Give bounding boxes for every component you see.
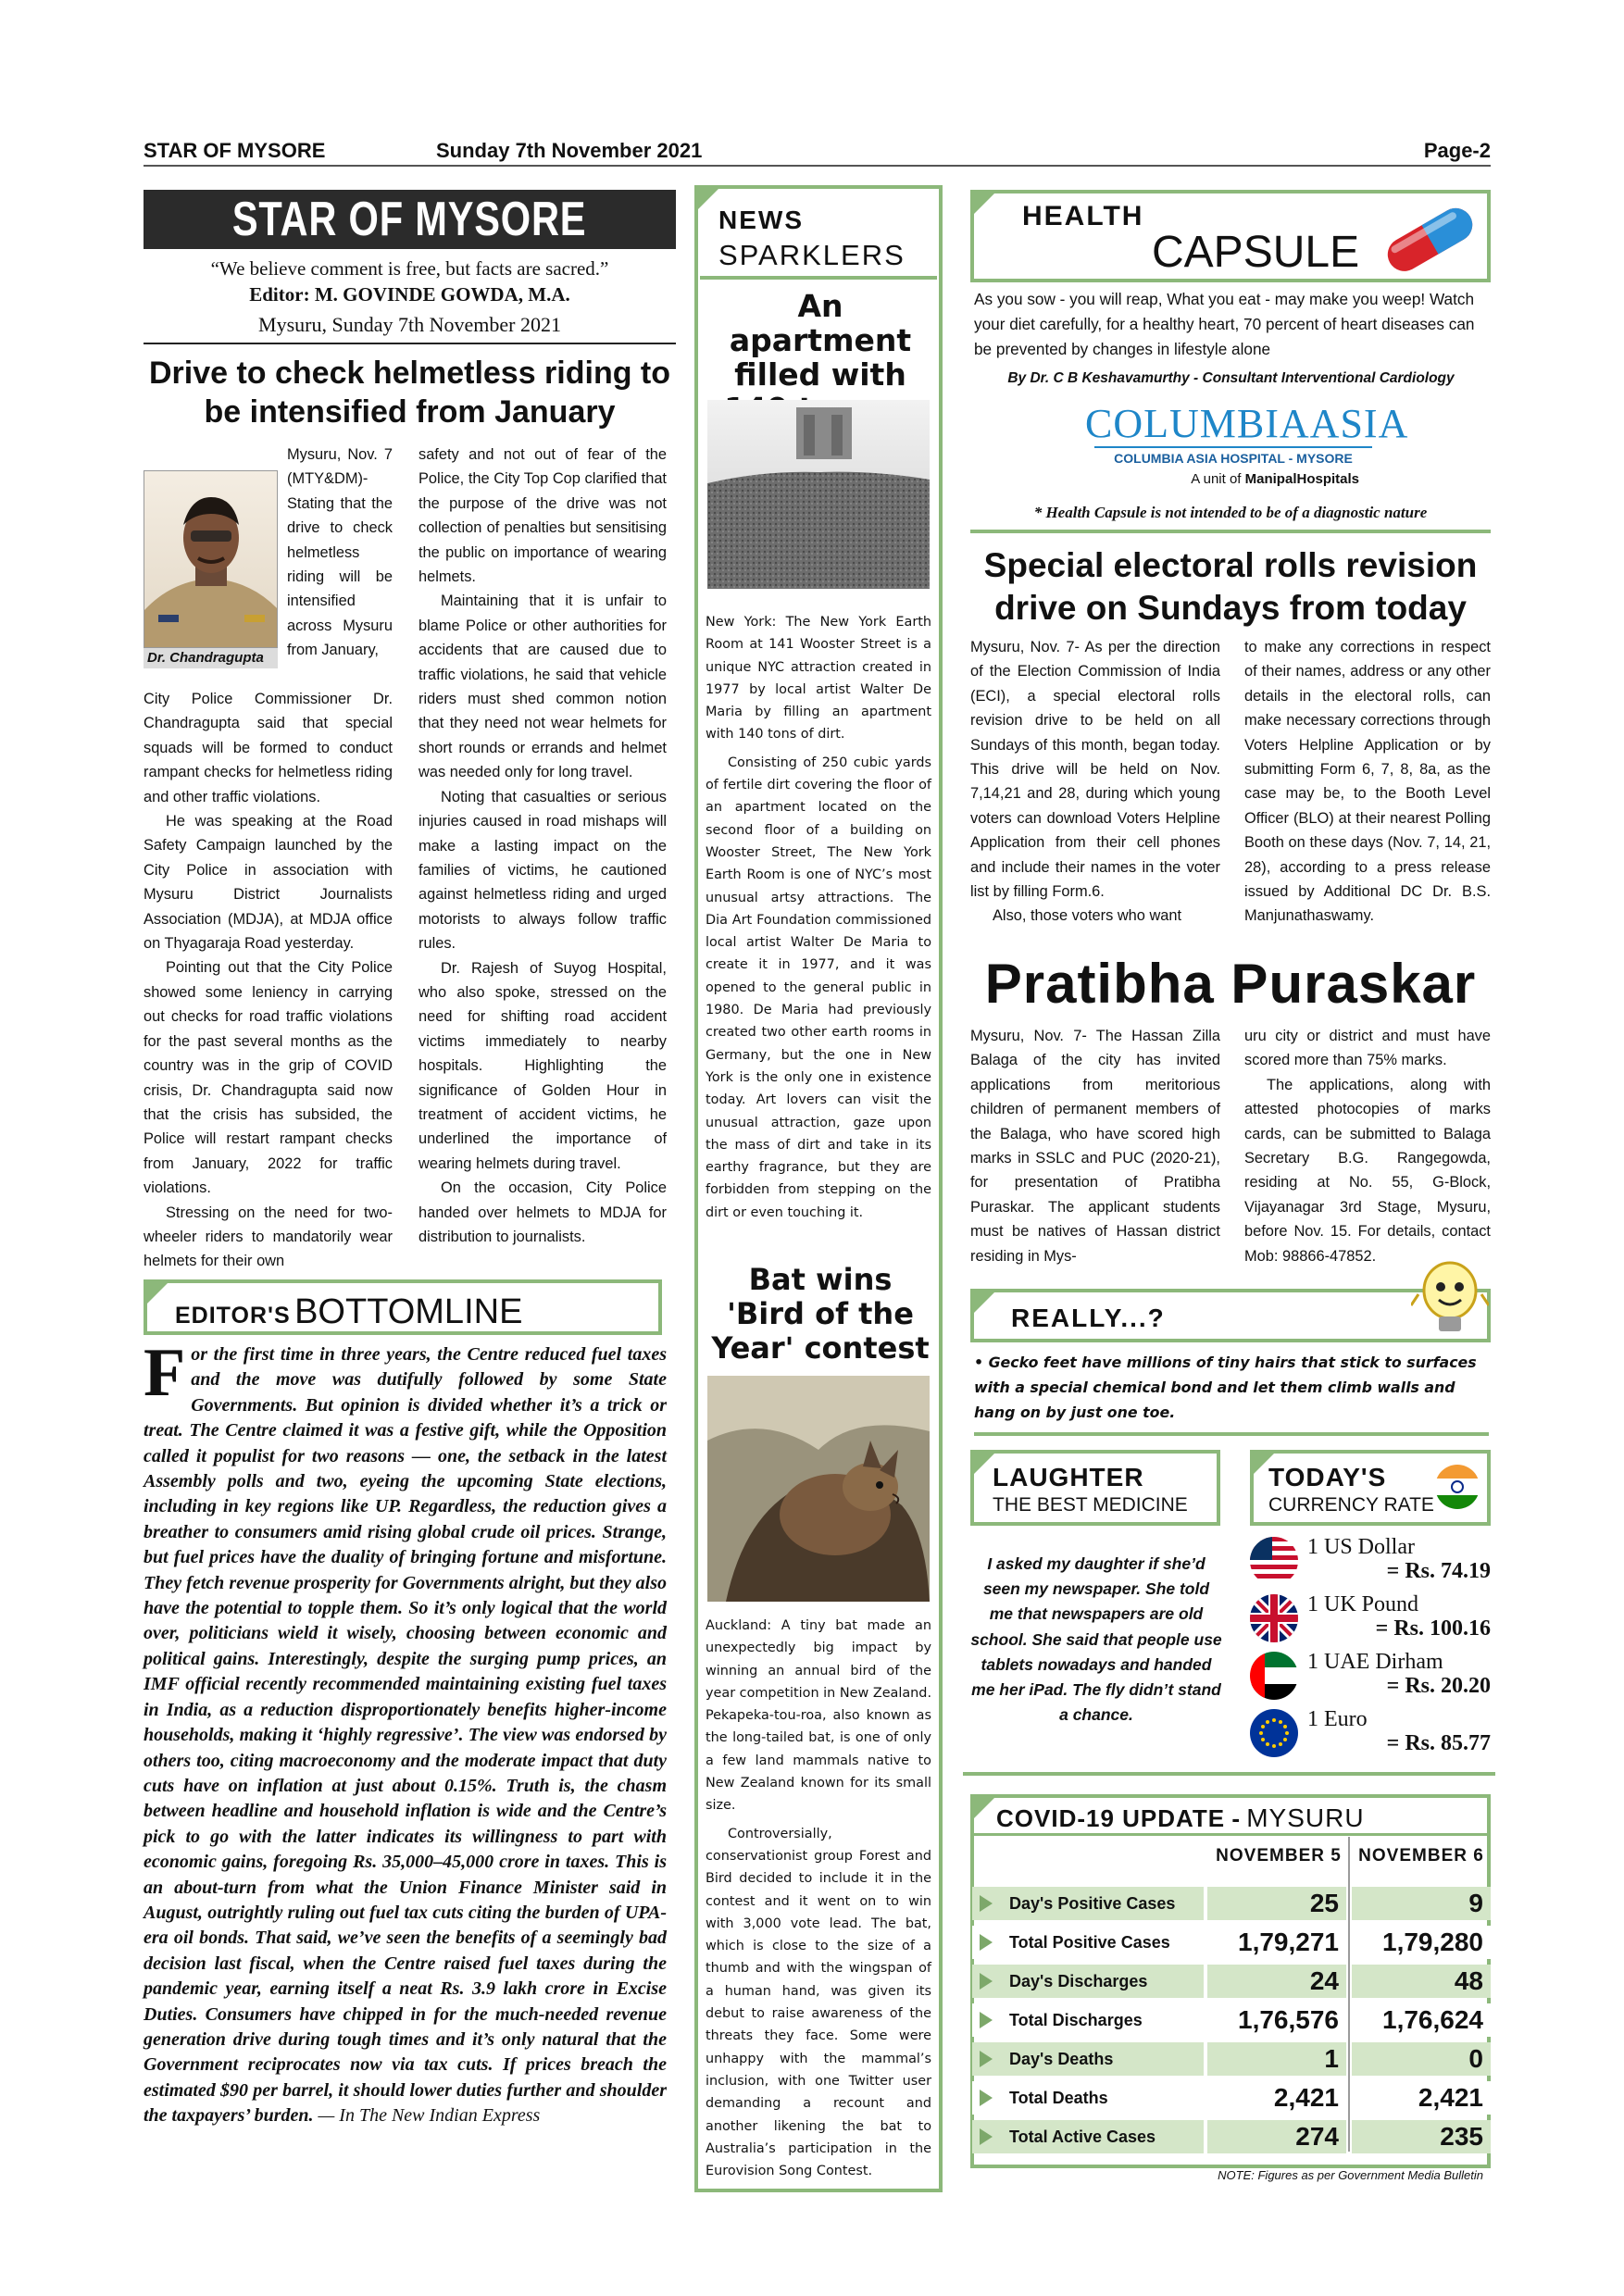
covid-row xyxy=(972,2118,1491,2157)
masthead-dateline: Mysuru, Sunday 7th November 2021 xyxy=(144,313,676,344)
helmet-col2 xyxy=(418,443,667,1249)
covid-label-bold: COVID-19 UPDATE xyxy=(996,1804,1226,1832)
health-byline: By Dr. C B Keshavamurthy - Consultant Interventional Cardiology xyxy=(1007,370,1455,386)
label-health: HEALTH xyxy=(1022,201,1144,231)
currency-name: 1 UAE Dirham xyxy=(1307,1650,1443,1674)
covid-row xyxy=(972,1963,1491,2002)
corner-triangle xyxy=(974,1798,994,1818)
label-best-medicine: THE BEST MEDICINE xyxy=(993,1494,1188,1516)
earth-room-photo xyxy=(707,400,930,589)
running-header xyxy=(144,139,1491,167)
covid-row xyxy=(972,2079,1491,2118)
really-label: REALLY...? xyxy=(1011,1304,1166,1332)
commissioner-photo xyxy=(144,470,278,648)
helmet-paragraph: He was speaking at the Road Safety Campaign launched by the City Police in association with Mysuru District Journalists Association (MDJA), at MDJA office on Thyagaraja Road yesterday. xyxy=(144,813,393,953)
helmet-paragraph: Noting that casualties or serious injuries caused in road mishaps will make a lasting impact on the families of victims, he cautioned against helmetless riding and urged motorists to always follow traffic rules. xyxy=(418,788,667,953)
logo-main: COLUMBIAASIA xyxy=(1085,401,1409,446)
helmet-paragraph: City Police Commissioner Dr. Chandragupta said that special squads will be formed to conduct rampant checks for helmetless riding and other traffic violations. xyxy=(144,691,393,805)
label-currency-rate: CURRENCY RATE xyxy=(1268,1494,1434,1516)
currency-row-gbp xyxy=(1250,1592,1491,1648)
electoral-paragraph: Mysuru, Nov. 7- As per the direction of the Election Commission of India (ECI), a special electoral rolls revision drive to be held on all Sundays of this month, began today. This drive will be held on Nov. 7,14,21 and 28, during which young voters can download Voters Helpline Application from their cell phones and include their names in the voter list by filling Form.6. xyxy=(970,639,1220,901)
logo-unit-brand: ManipalHospitals xyxy=(1244,471,1359,487)
helmet-paragraph: safety and not out of fear of the Police, the City Top Cop clarified that the purpose of the drive was not collection of penalties but sensitising the public on importance of wearing helmets. xyxy=(418,446,667,586)
covid-value-nov5: 2,421 xyxy=(1207,2081,1346,2115)
helmet-col1-intro xyxy=(287,443,393,663)
label-todays: TODAY'S xyxy=(1268,1463,1387,1491)
health-capsule-box xyxy=(970,190,1491,282)
pratibha-paragraph: The applications, along with attested photocopies of marks cards, can be submitted to Balaga Secretary B.G. Rangegowda, residing at No. 55, G-Block, Vijayanagar 3rd Stage, Mysuru, before Nov. 15. For details, contact Mob: 98866-47852. xyxy=(1244,1076,1491,1265)
pratibha-col2 xyxy=(1244,1024,1491,1268)
helmet-paragraph: Dr. Rajesh of Suyog Hospital, who also spoke, stressed on the need for shifting road accident victims immediately to nearby hospitals. Highlighting the significance of Golden Hour in treatment of accident victims, he underlined the importance of wearing helmets during travel. xyxy=(418,959,667,1172)
currency-value: = Rs. 74.19 xyxy=(1386,1559,1491,1583)
bat-headline: Bat wins 'Bird of the Year' contest xyxy=(711,1262,930,1366)
editorial-body xyxy=(144,1335,667,2129)
editorial-label-bold: EDITOR'S xyxy=(175,1303,291,1329)
laughter-joke: I asked my daughter if she’d seen my newspaper. She told me that newspapers are old school. She said that people use tablets nowadays and handed me her iPad. The fly didn’t stand a chance. xyxy=(970,1554,1222,1725)
header-date: Sunday 7th November 2021 xyxy=(436,139,703,162)
pratibha-paragraph: uru city or district and must have scored more than 75% marks. xyxy=(1244,1028,1491,1069)
covid-value-nov5: 1,79,271 xyxy=(1207,1926,1346,1959)
helmet-paragraph: Pointing out that the City Police showed some leniency in carrying out checks for road traffic violations for the past several months as the country was in the grip of COVID crisis, Dr. Chandragupta said now that the crisis has subsided, the Police will restart rampant checks from January, 2022 for traffic violations. xyxy=(144,959,393,1197)
lightbulb-icon xyxy=(1411,1257,1489,1341)
currency-value: = Rs. 100.16 xyxy=(1375,1616,1491,1641)
helmet-intro-paragraph: Mysuru, Nov. 7 (MTY&DM)- Stating that the drive to check helmetless riding will be intensified across Mysuru from January, xyxy=(287,446,393,659)
earth-room-paragraph: Consisting of 250 cubic yards of fertile dirt covering the floor of an apartment located on the second floor of a building on Wooster Street, The New York Earth Room is one of NYC’s most unusual artsy attractions. The Dia Art Foundation commissioned local artist Walter De Maria to create it in 1977, and it was opened to the general public in 1980. De Maria had previously created two other earth rooms in Germany, but the one in New York is the only one in existence today. Art lovers can visit the unusual attraction, gaze upon the mass of dirt and take in its earthy fragrance, but they are forbidden from stepping on the dirt or even touching it. xyxy=(706,755,931,1220)
label-capsule: CAPSULE xyxy=(1152,228,1360,277)
covid-value-nov5: 1 xyxy=(1207,2042,1346,2076)
covid-row xyxy=(972,2002,1491,2040)
earth-room-story xyxy=(706,611,931,1224)
covid-row-label: Day's Discharges xyxy=(1009,1972,1148,1990)
currency-row-aed xyxy=(1250,1650,1491,1705)
label-news: NEWS xyxy=(718,206,804,234)
laughter-label-box xyxy=(970,1450,1220,1526)
editorial-label-rest: BOTTOMLINE xyxy=(294,1292,523,1331)
electoral-col2 xyxy=(1244,635,1491,929)
uae-flag-icon xyxy=(1250,1652,1298,1700)
covid-value-nov6: 0 xyxy=(1352,2042,1491,2076)
masthead-editor: Editor: M. GOVINDE GOWDA, M.A. xyxy=(249,283,570,306)
helmet-col1-rest xyxy=(144,687,393,1274)
row-arrow-icon xyxy=(980,1895,993,1912)
currency-value: = Rs. 20.20 xyxy=(1386,1674,1491,1698)
helmet-headline: Drive to check helmetless riding to be intensified from January xyxy=(148,356,671,430)
uk-flag-icon xyxy=(1250,1594,1298,1642)
currency-name: 1 US Dollar xyxy=(1307,1535,1415,1559)
health-text: As you sow - you will reap, What you eat - may make you weep! Watch your diet carefully, for a healthy heart, 70 percent of heart diseases can be prevented by changes in lifestyle alone xyxy=(974,290,1475,358)
header-page-number: Page-2 xyxy=(1423,139,1491,162)
covid-header-rule xyxy=(974,1833,1487,1836)
covid-value-nov5: 25 xyxy=(1207,1887,1346,1920)
corner-triangle xyxy=(974,1292,994,1313)
pratibha-paragraph: Mysuru, Nov. 7- The Hassan Zilla Balaga of the city has invited applications from meritorious children of permanent members of the Balaga, who have scored high marks in SSLC and PUC (2020-21), for presentation of Pratibha Puraskar. The applicant students must be natives of Hassan district residing in Mys- xyxy=(970,1028,1220,1265)
row-arrow-icon xyxy=(980,1973,993,1990)
covid-row xyxy=(972,1924,1491,1963)
covid-row-label: Day's Deaths xyxy=(1009,2050,1114,2068)
currency-name: 1 UK Pound xyxy=(1307,1592,1419,1616)
covid-row-label: Total Discharges xyxy=(1009,2011,1143,2029)
electoral-headline: Special electoral rolls revision drive on Sundays from today xyxy=(983,546,1478,627)
covid-row-label: Day's Positive Cases xyxy=(1009,1894,1176,1913)
currency-label-box xyxy=(1250,1450,1491,1526)
police-officer-portrait xyxy=(144,471,278,648)
electoral-paragraph: Also, those voters who want xyxy=(993,907,1182,925)
covid-value-nov6: 235 xyxy=(1352,2120,1491,2153)
bat-paragraph: Auckland: A tiny bat made an unexpectedly big impact by winning an annual bird of the year competition in New Zealand. Pekapeka-tou-roa, also known as the long-tailed bat, is one of only a few land mammals native to New Zealand known for its small size. xyxy=(706,1618,932,1814)
covid-row-label: Total Positive Cases xyxy=(1009,1933,1170,1952)
covid-value-nov6: 1,76,624 xyxy=(1352,2003,1491,2037)
row-arrow-icon xyxy=(980,2128,993,2145)
editorial-credit: — In The New Indian Express xyxy=(313,2105,541,2127)
currency-row-usd xyxy=(1250,1535,1491,1591)
logo-unit-prefix: A unit of xyxy=(1191,471,1245,487)
currency-divider xyxy=(963,1772,1495,1776)
earth-room-paragraph: New York: The New York Earth Room at 141 Wooster Street is a unique NYC attraction created in 1977 by local artist Walter De Maria by filling an apartment with 140 tons of dirt. xyxy=(706,615,931,742)
usa-flag-icon xyxy=(1250,1537,1298,1585)
currency-name: 1 Euro xyxy=(1307,1707,1368,1731)
corner-triangle xyxy=(974,193,994,214)
columbia-asia-logo xyxy=(1085,401,1409,487)
currency-row-eur xyxy=(1250,1707,1491,1763)
pill-capsule-icon xyxy=(1374,197,1485,281)
health-disclaimer: * Health Capsule is not intended to be of a diagnostic nature xyxy=(970,504,1491,533)
eu-flag-icon xyxy=(1250,1709,1298,1757)
covid-value-nov5: 1,76,576 xyxy=(1207,2003,1346,2037)
covid-value-nov6: 2,421 xyxy=(1352,2081,1491,2115)
editorial-label-box xyxy=(144,1279,662,1335)
bat-story xyxy=(706,1615,931,2182)
covid-value-nov6: 48 xyxy=(1352,1965,1491,1998)
covid-label-rest: MYSURU xyxy=(1246,1803,1365,1832)
pratibha-col1 xyxy=(970,1024,1220,1268)
corner-triangle xyxy=(974,1454,994,1474)
pratibha-headline: Pratibha Puraskar xyxy=(984,953,1477,1015)
helmet-paragraph: Stressing on the need for two-wheeler riders to mandatorily wear helmets for their own xyxy=(144,1204,393,1270)
masthead-motto: “We believe comment is free, but facts are sacred.” xyxy=(210,257,609,280)
label-sparklers: SPARKLERS xyxy=(718,239,906,271)
header-paper-name: STAR OF MYSORE xyxy=(144,139,326,162)
covid-col-nov6: NOVEMBER 6 xyxy=(1358,1846,1484,1866)
row-arrow-icon xyxy=(980,2012,993,2028)
bat-photo xyxy=(707,1376,930,1602)
earth-room-headline: An apartment filled with xyxy=(729,288,912,393)
really-fact: • Gecko feet have millions of tiny hairs that stick to surfaces with a special chemical bond and let them climb walls and hang on by just one toe. xyxy=(974,1350,1489,1436)
covid-label-sep: - xyxy=(1225,1804,1247,1832)
covid-row-label: Total Deaths xyxy=(1009,2089,1108,2107)
helmet-paragraph: On the occasion, City Police handed over helmets to MDJA for distribution to journalists. xyxy=(418,1179,667,1245)
row-arrow-icon xyxy=(980,2090,993,2106)
masthead-title: STAR OF MYSORE xyxy=(232,193,587,246)
electoral-paragraph: to make any corrections in respect of their names, address or any other details in the electoral rolls, can make necessary corrections through Voters Helpline Application or by submitting Form 6, 7, 8, 8a, as the case may be, to the Booth Level Officer (BLO) at their nearest Polling Booth on these days (Nov. 7, 14, 21, 28), according to a press release issued by Additional DC Dr. B.S. Manjunathaswamy. xyxy=(1244,639,1491,925)
editorial-text: or the first time in three years, the Centre reduced fuel taxes and the move was dutifully followed by some State Governments. But opinion is divided whether it’s a trick or treat. The Centre claimed it was a festive gift, while the Opposition called it populist for two reasons — one, the setback in the latest Assembly polls and two, eyeing the upcoming State elections, including in key regions like UP. Regardless, the reduction gives a breather to consumers amid rising global crude oil prices. Strange, but fuel prices have the duality of bringing fortune and misfortune. They fetch revenue prosperity for Governments alright, but they also have the potential to topple them. So it’s only logical that the world over, politicians wield it wisely, choosing between economic and political gains. Interestingly, despite the surging pump prices, an IMF official recently recommended maintaining existing fuel taxes in India, as a reduction disproportionately benefits higher-income households, making it ‘highly regressive’. The view was endorsed by others too, citing macroeconomy and the moderate impact that duty cuts have on inflation at just about 0.15%. Truth is, the chasm between headline and household inflation is wide and the Centre’s pick to go with the latter indicates its willingness to part with economic gains, foregoing Rs. 35,000–45,000 crore in taxes. This is an about-turn from what the Union Finance Minister said in August, outrightly ruling out fuel tax cuts citing the burden of UPA-era oil bonds. That said, we’ve seen the benefits of a seemingly bad decision last fiscal, when the Centre raised fuel taxes during the pandemic year, earning itself a neat Rs. 3.9 lakh crore in Excise Duties. Consumers have chipped in for the much-needed revenue generation drive during tough times and it’s only natural that the Government reciprocates now via tax cuts. If prices breach the estimated $90 per barrel, it should lower duties further and shoulder the taxpayers’ burden. xyxy=(144,1344,667,2127)
news-sparklers-label xyxy=(700,191,937,280)
covid-row-label: Total Active Cases xyxy=(1009,2128,1156,2146)
helmet-paragraph: Maintaining that it is unfair to blame Police or other authorities for accidents that are caused due to traffic violations, he said that vehicle riders must shed common notion that they need not wear helmets for short rounds or errands and helmet was needed only for long travel. xyxy=(418,593,667,781)
covid-value-nov5: 274 xyxy=(1207,2120,1346,2153)
label-laughter: LAUGHTER xyxy=(993,1463,1144,1491)
covid-value-nov5: 24 xyxy=(1207,1965,1346,1998)
covid-value-nov6: 9 xyxy=(1352,1887,1491,1920)
bat-paragraph: Controversially, conservationist group Forest and Bird decided to include it in the contest and it went on to win with 3,000 vote lead. The bat, which is close to the size of a thumb and with the wingspan of a human hand, was given its debut to raise awareness of the threats they face. Some were unhappy with the mammal’s inclusion, with one Twitter user demanding a recount and another likening the bat to Australia’s participation in the Eurovision Song Contest. xyxy=(706,1826,931,2179)
masthead-banner xyxy=(144,190,676,249)
covid-value-nov6: 1,79,280 xyxy=(1352,1926,1491,1959)
corner-triangle xyxy=(147,1283,168,1304)
photo-caption: Dr. Chandragupta xyxy=(144,648,278,668)
drop-cap: F xyxy=(144,1335,186,1411)
logo-sub: COLUMBIA ASIA HOSPITAL - MYSORE xyxy=(1094,446,1372,466)
covid-row xyxy=(972,2040,1491,2079)
dirt-room-image xyxy=(707,400,930,589)
covid-col-nov5: NOVEMBER 5 xyxy=(1216,1846,1342,1866)
row-arrow-icon xyxy=(980,1934,993,1951)
covid-note: NOTE: Figures as per Government Media Bulletin xyxy=(1218,2168,1483,2182)
electoral-col1 xyxy=(970,635,1220,929)
covid-row xyxy=(972,1885,1491,1924)
currency-value: = Rs. 85.77 xyxy=(1386,1731,1491,1755)
india-flag-icon xyxy=(1433,1463,1481,1511)
long-tailed-bat-image xyxy=(707,1376,930,1602)
row-arrow-icon xyxy=(980,2051,993,2067)
